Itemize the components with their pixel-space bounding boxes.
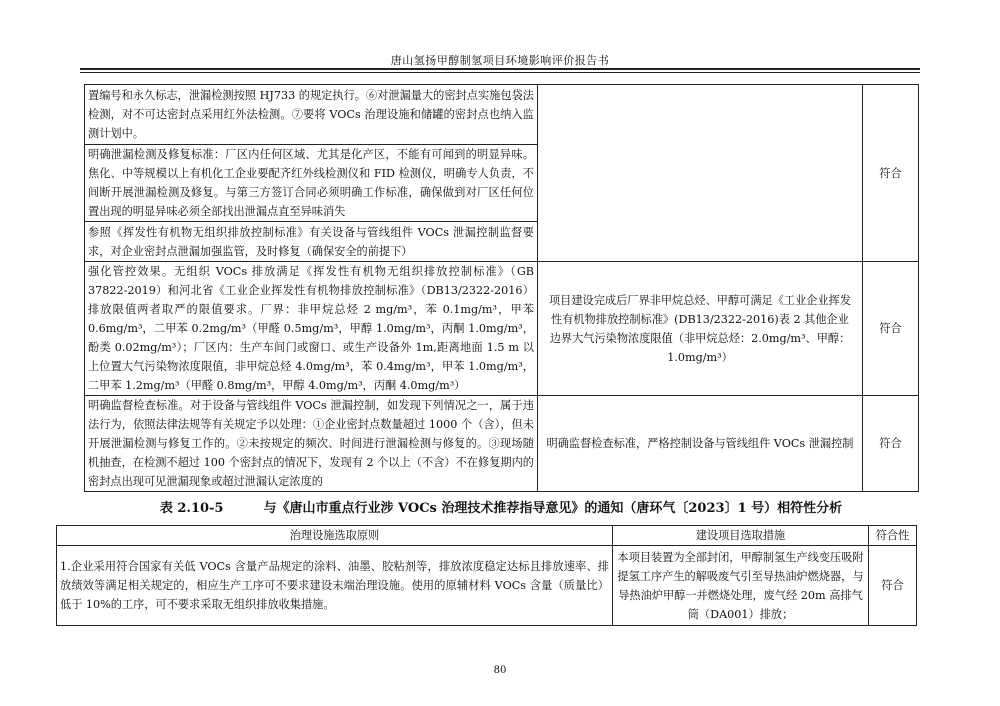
- header-rule-thin: [80, 72, 920, 73]
- measure-cell: 明确监督检查标准。对于设备与管线组件 VOCs 泄漏控制，如发现下列情况之一，属于违法行为，依照法律法规等有关规定予以处理：①企业密封点数量超过 1000 个（含），但未开展泄漏检测与修复工作的。②未按规定的频次、时间进行泄漏检测与修复的。③现场随机抽查，在检测不超过 100 个密封点的情况下，发现有 2 个以上（不含）不在修复期内的密封点出现可见泄漏现象或超过泄漏认定浓度的: [85, 396, 538, 492]
- table-caption: [84, 497, 918, 516]
- measure-cell: 强化管控效果。无组织 VOCs 排放满足《挥发性有机物无组织排放控制标准》（GB 37822-2019）和河北省《工业企业挥发性有机物排放控制标准》（DB13/2322-2016）排放限值两者取严的限值要求。厂界：非甲烷总烃 2 mg/m³，苯 0.1mg/m³，甲苯 0.6mg/m³，二甲苯 0.2mg/m³（甲醛 0.5mg/m³，甲醇 1.0mg/m³，丙酮 1.0mg/m³，酚类 0.02mg/m³）；厂区内：生产车间门或窗口、或生产设备外 1m,距离地面 1.5 m 以上位置大气污染物浓度限值，非甲烷总烃 4.0mg/m³，苯 0.4mg/m³，甲苯 1.0mg/m³，二甲苯 1.2mg/m³（甲醛 0.8mg/m³，甲醇 4.0mg/m³，丙酮 4.0mg/m³）: [85, 262, 538, 396]
- measure-cell: 置编号和永久标志，泄漏检测按照 HJ733 的规定执行。⑥对泄漏量大的密封点实施包袋法检测，对不可达密封点采用红外法检测。⑦要将 VOCs 治理设施和储罐的密封点也纳入监测计划中。: [85, 85, 538, 145]
- vocs-guidance-compliance-table: [56, 525, 917, 626]
- column-header-compliance: 符合性: [869, 526, 917, 546]
- column-header-project-measure: 建设项目选取措施: [613, 526, 869, 546]
- table-caption-number: 表 2.10-5: [159, 501, 224, 516]
- principle-cell: 1.企业采用符合国家有关低 VOCs 含量产品规定的涂料、油墨、胶粘剂等，排放浓度稳定达标且排放速率、排放绩效等满足相关规定的，相应生产工序可不要求建设末端治理设施。使用的原辅材料 VOCs 含量（质量比）低于 10%的工序，可不要求采取无组织排放收集措施。: [57, 546, 613, 626]
- project-measure-cell-empty: [538, 85, 863, 262]
- measure-cell: 明确泄漏检测及修复标准：厂区内任何区域、尤其是化产区，不能有可闻到的明显异味。焦化、中等规模以上有机化工企业要配齐红外线检测仪和 FID 检测仪，明确专人负责，不间断开展泄漏检测及修复。与第三方签订合同必须明确工作标准，确保做到对厂区任何位置出现的明显异味必须全部找出泄漏点直至异味消失: [85, 145, 538, 222]
- project-measure-cell: 本项目装置为全部封闭，甲醇制氢生产线变压吸附提氢工序产生的解吸废气引至导热油炉燃烧器，与导热油炉甲醇一并燃烧处理，废气经 20m 高排气筒（DA001）排放；: [613, 546, 869, 626]
- column-header-principle: 治理设施选取原则: [57, 526, 613, 546]
- project-measure-cell: 明确监督检查标准，严格控制设备与管线组件 VOCs 泄漏控制: [538, 396, 863, 492]
- compliance-result-cell: 符合: [863, 396, 919, 492]
- compliance-result-cell: 符合: [869, 546, 917, 626]
- table-row: [85, 262, 919, 396]
- table-row: [85, 85, 919, 145]
- compliance-result-cell: 符合: [863, 262, 919, 396]
- measure-cell: 参照《挥发性有机物无组织排放控制标准》有关设备与管线组件 VOCs 泄漏控制监督要求，对企业密封点泄漏加强监管，及时修复（确保安全的前提下）: [85, 222, 538, 262]
- table-row: [57, 546, 917, 626]
- compliance-result-cell: 符合: [863, 85, 919, 262]
- table-caption-text: 与《唐山市重点行业涉 VOCs 治理技术推荐指导意见》的通知（唐环气〔2023〕1 号）相符性分析: [263, 501, 843, 516]
- page-number: 80: [493, 665, 507, 676]
- header-rule-thick: [80, 68, 920, 70]
- page-header-title: 唐山氢扬甲醇制氢项目环境影响评价报告书: [390, 54, 610, 67]
- project-measure-cell: 项目建设完成后厂界非甲烷总烃、甲醇可满足《工业企业挥发性有机物排放控制标准》(DB13/2322-2016)表 2 其他企业边界大气污染物浓度限值（非甲烷总烃：2.0mg/m³、甲醇：1.0mg/m³）: [538, 262, 863, 396]
- table-row: [85, 396, 919, 492]
- table-header-row: [57, 526, 917, 546]
- compliance-table-continued: [84, 84, 919, 492]
